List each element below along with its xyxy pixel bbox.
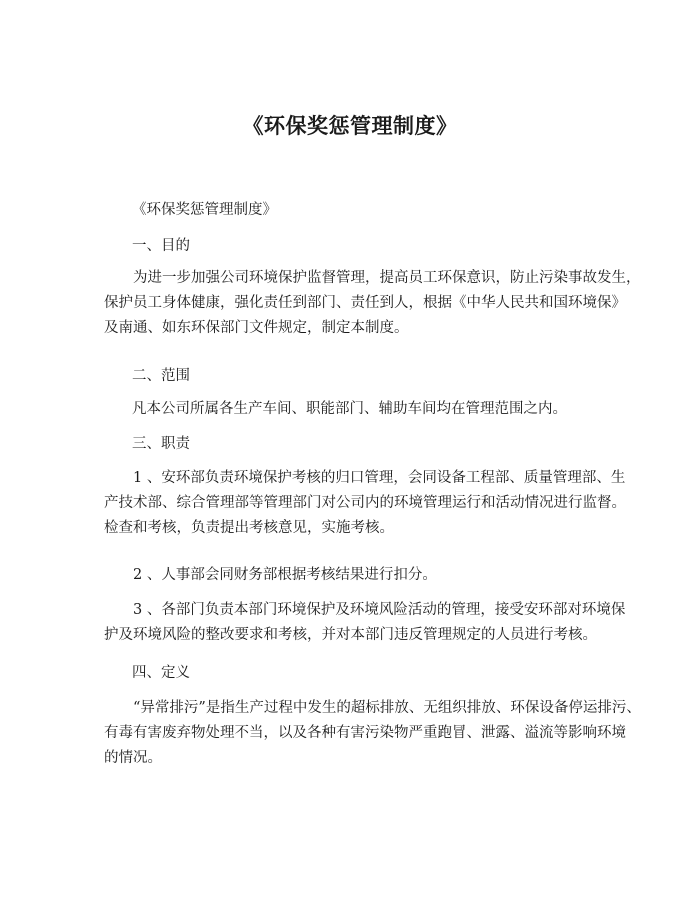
paragraph-line: 保护员工身体健康，强化责任到部门、责任到人，根据《中华人民共和国环境保》 (104, 295, 626, 311)
paragraph-line: 护及环境风险的整改要求和考核，并对本部门违反管理规定的人员进行考核。 (104, 627, 597, 643)
paragraph-line: “异常排污”是指生产过程中发生的超标排放、无组织排放、环保设备停运排污、 (133, 700, 641, 716)
paragraph-line: 有毒有害废弃物处理不当，以及各种有害污染物严重跑冒、泄露、溢流等影响环境 (104, 725, 626, 741)
paragraph-line: 1 、安环部负责环境保护考核的归口管理，会同设备工程部、质量管理部、生 (133, 470, 626, 486)
paragraph-line: 产技术部、综合管理部等管理部门对公司内的环境管理运行和活动情况进行监督。 (104, 495, 626, 511)
paragraph-line: 检查和考核，负责提出考核意见，实施考核。 (104, 520, 394, 536)
paragraph-line: 及南通、如东环保部门文件规定，制定本制度。 (104, 320, 409, 336)
section-heading-definitions: 四、定义 (132, 665, 190, 681)
section-heading-scope: 二、范围 (132, 368, 190, 384)
paragraph-line: 为进一步加强公司环境保护监督管理，提高员工环保意识，防止污染事故发生， (133, 270, 641, 286)
document-title: 《环保奖惩管理制度》 (242, 113, 458, 138)
responsibility-item-3 (104, 598, 626, 648)
responsibility-item-2: 2 、人事部会同财务部根据考核结果进行扣分。 (133, 567, 437, 583)
document-subtitle: 《环保奖惩管理制度》 (132, 202, 277, 218)
scope-paragraph: 凡本公司所属各生产车间、职能部门、辅助车间均在管理范围之内。 (132, 401, 567, 417)
paragraph-line: 的情况。 (104, 750, 162, 766)
section-heading-responsibilities: 三、职责 (132, 436, 190, 452)
section-heading-purpose: 一、目的 (132, 238, 190, 254)
responsibility-item-1 (104, 466, 626, 541)
definition-paragraph (104, 696, 641, 771)
purpose-paragraph (104, 266, 641, 341)
paragraph-line: 3 、各部门负责本部门环境保护及环境风险活动的管理，接受安环部对环境保 (133, 602, 626, 618)
